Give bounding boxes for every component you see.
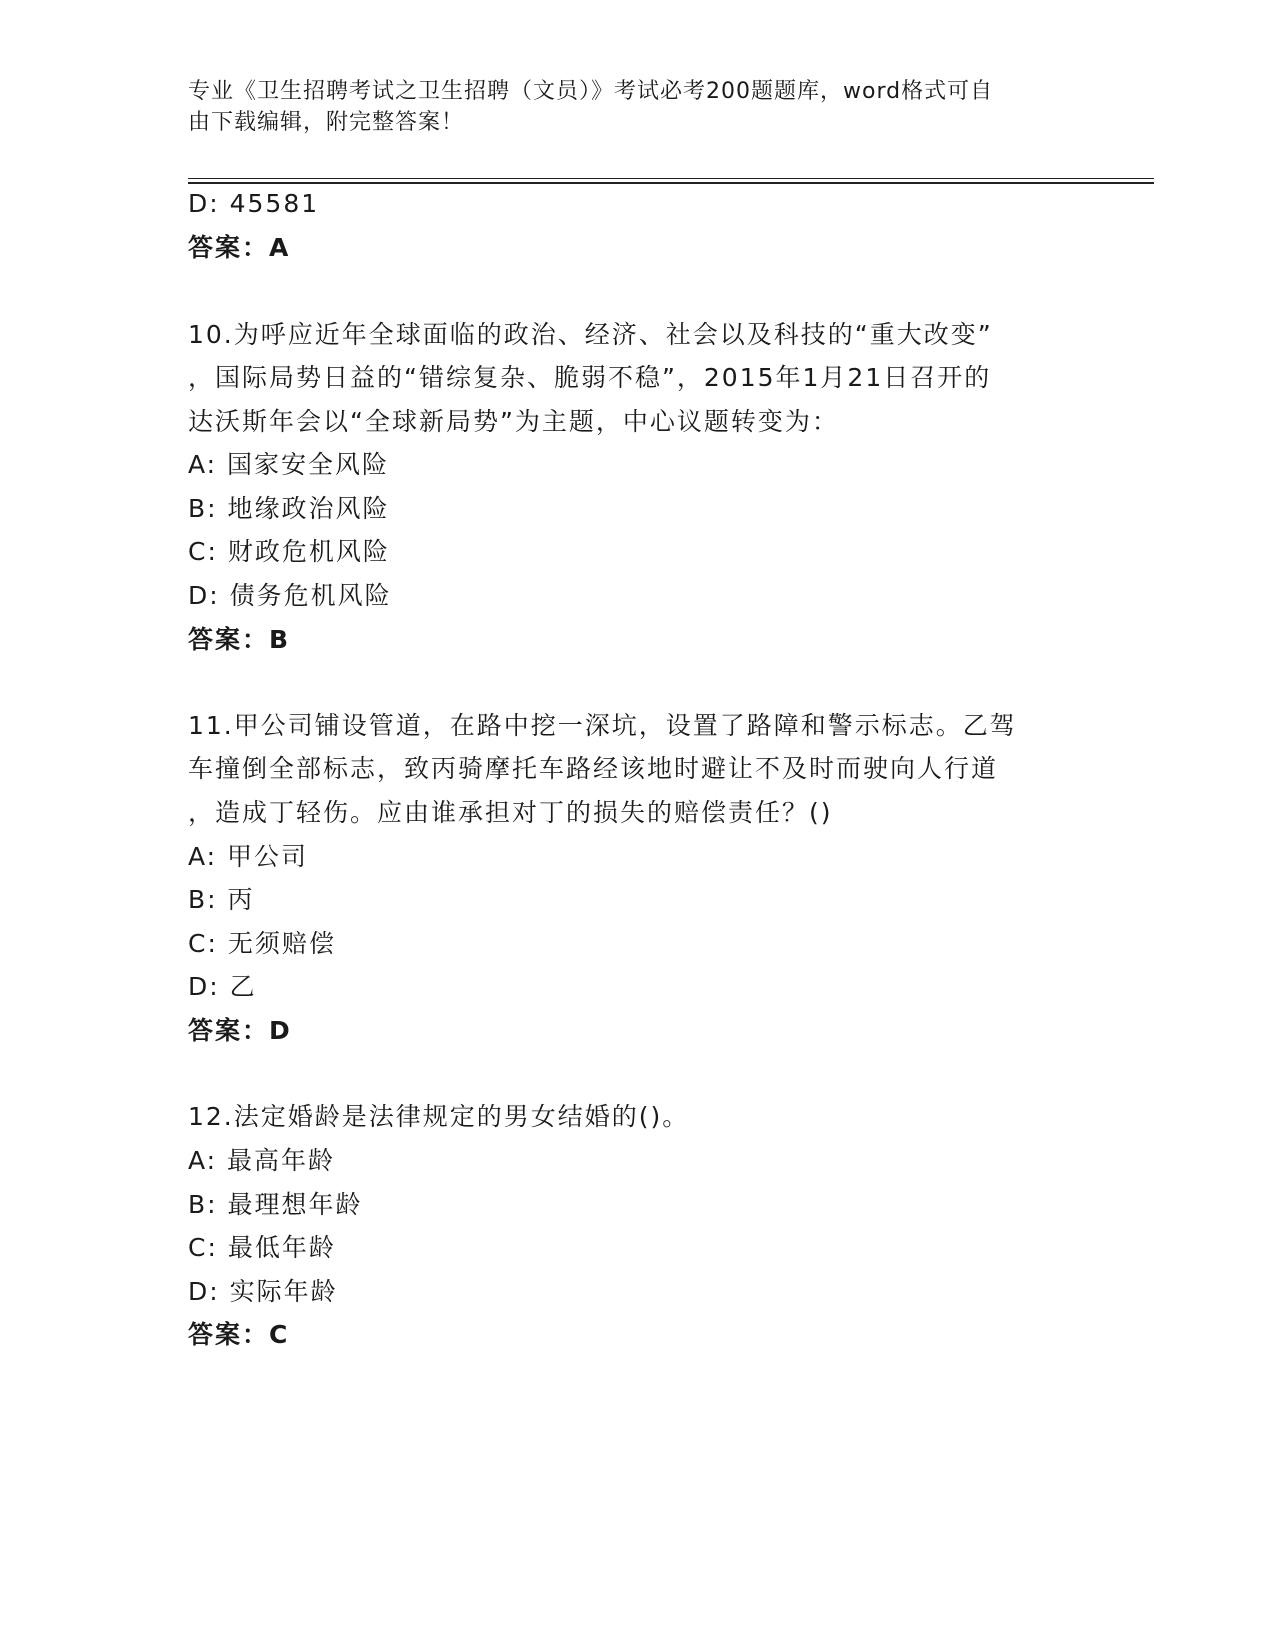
q12-option-d: D: 实际年龄 (188, 1277, 338, 1306)
header-divider-thin (188, 178, 1154, 179)
q10-text-line-2: ，国际局势日益的“错综复杂、脆弱不稳”，2015年1月21日召开的 (188, 363, 992, 392)
q11-option-b: B: 丙 (188, 885, 255, 914)
q11-text-line-2: 车撞倒全部标志，致丙骑摩托车路经该地时避让不及时而驶向人行道 (188, 754, 999, 783)
header-line-2: 由下载编辑，附完整答案！ (188, 110, 465, 135)
header-line-1: 专业《卫生招聘考试之卫生招聘（文员）》考试必考200题题库，word格式可自 (188, 79, 994, 104)
q10-option-d: D: 债务危机风险 (188, 581, 392, 610)
q11-option-d: D: 乙 (188, 972, 257, 1001)
q12-text-line-1: 12.法定婚龄是法律规定的男女结婚的()。 (188, 1102, 690, 1131)
q11-option-a: A: 甲公司 (188, 842, 309, 871)
q10-text-line-3: 达沃斯年会以“全球新局势”为主题，中心议题转变为： (188, 407, 839, 436)
q11-text-line-1: 11.甲公司铺设管道，在路中挖一深坑，设置了路障和警示标志。乙驾 (188, 711, 1017, 740)
prev-option-d: D: 45581 (188, 189, 320, 218)
q10-option-c: C: 财政危机风险 (188, 537, 390, 566)
q12-option-c: C: 最低年龄 (188, 1233, 336, 1262)
q10-option-b: B: 地缘政治风险 (188, 494, 390, 523)
q10-answer: 答案：B (188, 625, 291, 654)
q12-option-b: B: 最理想年龄 (188, 1190, 363, 1219)
header-divider-thick (188, 182, 1154, 184)
q10-text-line-1: 10.为呼应近年全球面临的政治、经济、社会以及科技的“重大改变” (188, 320, 993, 349)
q12-answer: 答案：C (188, 1320, 290, 1349)
q11-text-line-3: ，造成丁轻伤。应由谁承担对丁的损失的赔偿责任？() (188, 798, 833, 827)
q10-option-a: A: 国家安全风险 (188, 450, 390, 479)
prev-answer: 答案：A (188, 233, 291, 262)
q11-answer: 答案：D (188, 1016, 292, 1045)
q11-option-c: C: 无须赔偿 (188, 929, 336, 958)
q12-option-a: A: 最高年龄 (188, 1146, 336, 1175)
document-header (188, 76, 1078, 138)
